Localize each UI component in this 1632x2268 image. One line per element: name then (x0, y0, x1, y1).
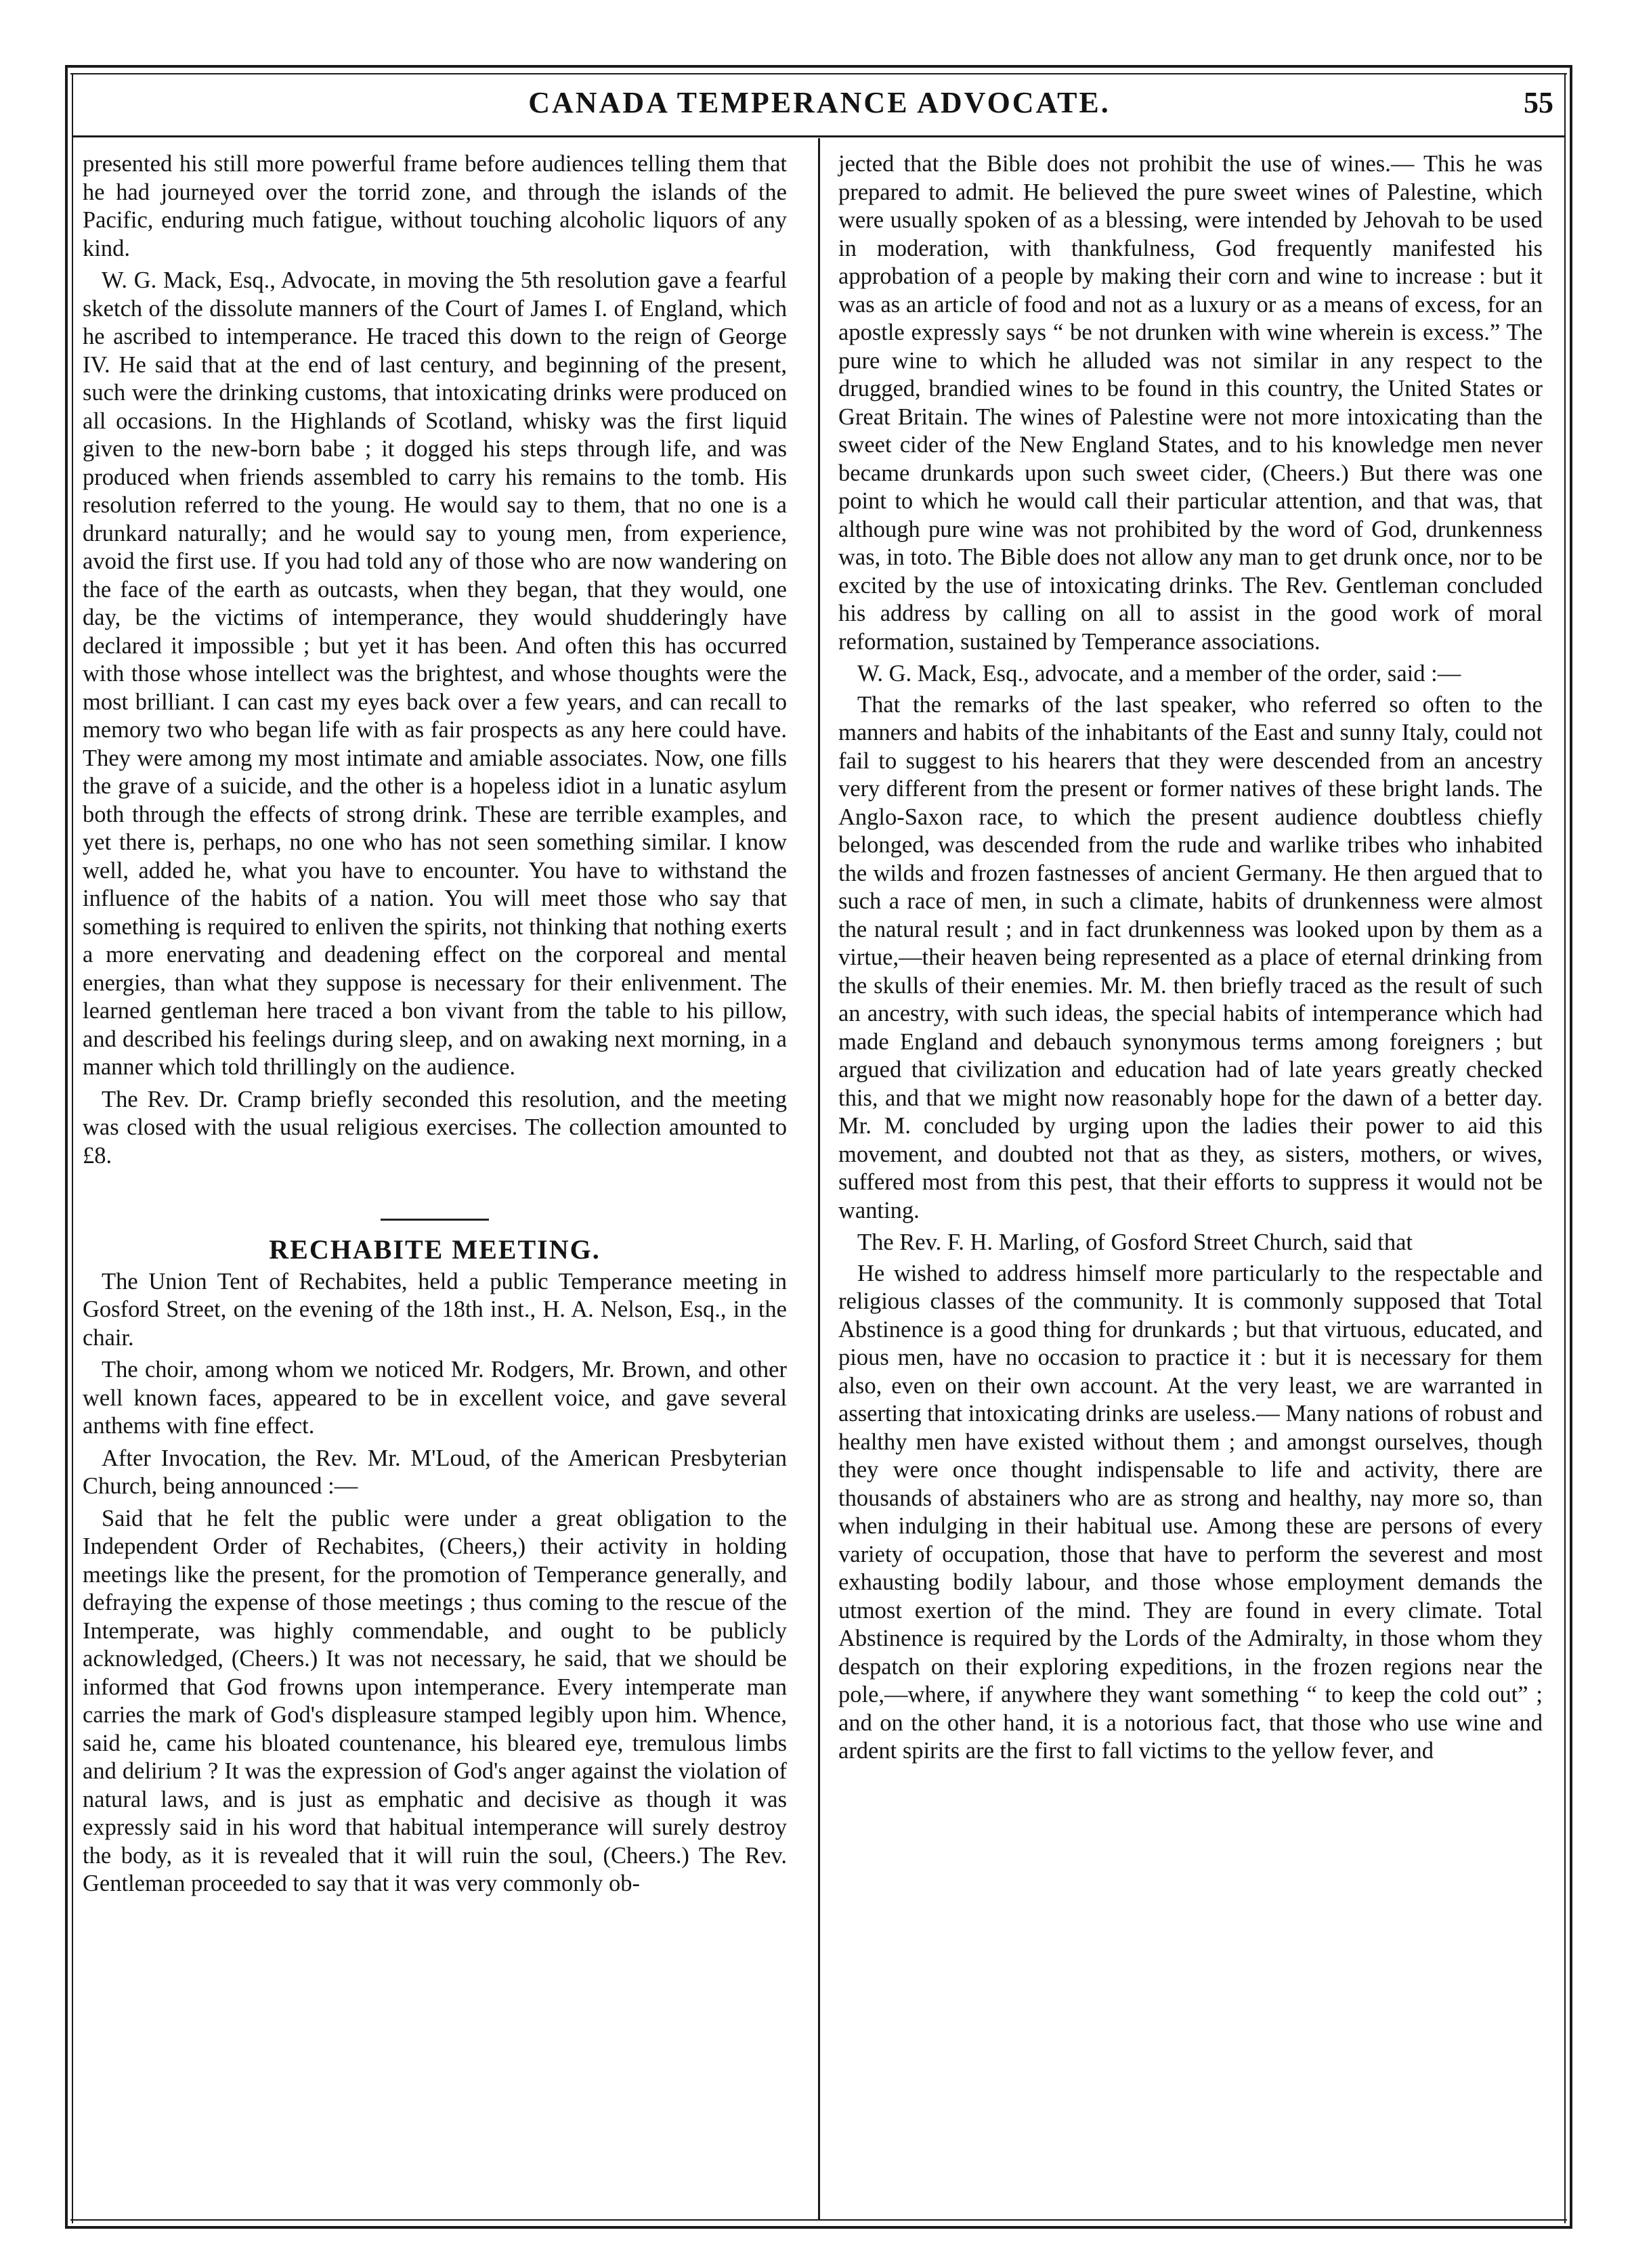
frame-top-inner-rule (70, 73, 1567, 74)
left-paragraph-choir: The choir, among whom we noticed Mr. Rodgers, Mr. Brown, and other well known faces, appeared to be in excellent voice, and gave several anthems with fine effect. (83, 1357, 787, 1439)
right-paragraph-mack-intro: W. G. Mack, Esq., advocate, and a member of the order, said :— (857, 661, 1461, 686)
header-rule (72, 135, 1566, 137)
left-column (83, 150, 787, 1898)
left-paragraph-cramp: The Rev. Dr. Cramp briefly seconded this resolution, and the meeting was closed with the usual religious exercises. The collection amounted to £8. (83, 1086, 787, 1169)
left-paragraph-invocation: After Invocation, the Rev. Mr. M'Loud, of the American Presbyterian Church, being announced :— (83, 1445, 787, 1499)
frame-right-inner-rule (1564, 73, 1566, 2223)
frame-left-inner-rule (72, 73, 73, 2223)
left-paragraph-union-tent: The Union Tent of Rechabites, held a public Temperance meeting in Gosford Street, on the evening of the 18th inst., H. A. Nelson, Esq., in the chair. (83, 1268, 787, 1351)
right-paragraph-marling-intro: The Rev. F. H. Marling, of Gosford Street Church, said that (857, 1229, 1413, 1255)
right-column (838, 150, 1543, 1766)
masthead-title: CANADA TEMPERANCE ADVOCATE. (528, 86, 1111, 119)
page-header (81, 81, 1558, 129)
right-paragraph-continued: jected that the Bible does not prohibit the use of wines.— This he was prepared to admit. He believed the pure sweet wines of Palestine, which were usually spoken of as a blessing, were intended by Jehovah to be used in moderation, with thankfulness, God frequently manifested his approbation of a people by making their corn and wine to increase : but it was as an article of food and not as a luxury or as a means of excess, for an apostle expressly says “ be not drunken with wine wherein is excess.” The pure wine to which he alluded was not similar in any respect to the drugged, brandied wines to be found in this country, the United States or Great Britain. The wines of Palestine were not more intoxicating than the sweet cider of the New England States, and to his knowledge men never became drunkards upon such sweet cider, (Cheers.) But there was one point to which he would call their particular attention, and that was, that although pure wine was not prohibited by the word of God, drunkenness was, in toto. The Bible does not allow any man to get drunk once, nor to be excited by the use of intoxicating drinks. The Rev. Gentleman concluded his address by calling on all to assist in the good work of moral reformation, sustained by Temperance associations. (838, 151, 1543, 655)
left-paragraph-mcloud-speech: Said that he felt the public were under a great obligation to the Independent Order of Rechabites, (Cheers,) their activity in holding meetings like the present, for the promotion of Temperance generally, and defraying the expense of those meetings ; thus coming to the rescue of the Intemperate, was highly commendable, and ought to be publicly acknowledged, (Cheers.) It was not necessary, he said, that we should be informed that God frowns upon intemperance. Every intemperate man carries the mark of God's displeasure stamped legibly upon him. Whence, said he, came his bloated countenance, his bleared eye, tremulous limbs and delirium ? It was the expression of God's anger against the violation of natural laws, and is just as emphatic and decisive as though it was expressly said in his word that habitual intemperance will surely destroy the body, as it is revealed that it will ruin the soul, (Cheers.) The Rev. Gentleman proceeded to say that it was very commonly ob- (83, 1505, 787, 1896)
left-paragraph-mack-speech: W. G. Mack, Esq., Advocate, in moving the 5th resolution gave a fearful sketch of the dissolute manners of the Court of James I. of England, which he ascribed to intemperance. He traced this down to the reign of George IV. He said that at the end of last century, and beginning of the present, such were the drinking customs, that intoxicating drinks were produced on all occasions. In the Highlands of Scotland, whisky was the first liquid given to the new-born babe ; it dogged his steps through life, and was produced when friends assembled to carry his remains to the tomb. His resolution referred to the young. He would say to them, that no one is a drunkard naturally; and he would say to young men, from experience, avoid the first use. If you had told any of those who are now wandering on the face of the earth as outcasts, when they began, that they would, one day, be the victims of intemperance, they would shudderingly have declared it impossible ; but yet it has been. And often this has occurred with those whose intellect was the brightest, and whose thoughts were the most brilliant. I can cast my eyes back over a few years, and can recall to memory two who began life with as fair prospects as any here could have. They were among my most intimate and amiable associates. Now, one fills the grave of a suicide, and the other is a hopeless idiot in a lunatic asylum both through the effects of strong drink. These are terrible examples, and yet there is, perhaps, no one who has not seen something similar. I know well, added he, what you have to encounter. You have to withstand the influence of the habits of a nation. You will meet those who say that something is required to enliven the spirits, not thinking that nothing exerts a more enervating and deadening effect on the corporeal and mental energies, than what they suppose is necessary for their enlivenment. The learned gentleman here traced a bon vivant from the table to his pillow, and described his feelings during sleep, and on awaking next morning, in a manner which told thrillingly on the audience. (83, 267, 787, 1080)
frame-top-rule (65, 65, 1572, 68)
right-paragraph-marling-speech: He wished to address himself more particularly to the respectable and religious classes of the community. It is commonly supposed that Total Abstinence is a good thing for drunkards ; but that virtuous, educated, and pious men, have no occasion to practice it : but it is necessary for them also, even on their own account. At the very least, we are warranted in asserting that intoxicating drinks are useless.— Many nations of robust and healthy men have existed without them ; and amongst ourselves, though they were once thought indispensable to life and activity, there are thousands of abstainers who are as strong and healthy, nay more so, than when indulging in their habitual use. Among these are persons of every variety of occupation, those that have to perform the severest and most exhausting bodily labour, and those whose employment demands the utmost exertion of the mind. They are found in every climate. Total Abstinence is required by the Lords of the Admiralty, in those whom they despatch on their exploring expeditions, in the frozen regions near the pole,—where, if anywhere they want something “ to keep the cold out” ; and on the other hand, it is a notorious fact, that those who use wine and ardent spirits are the first to fall victims to the yellow fever, and (838, 1260, 1543, 1764)
frame-left-rule (65, 65, 68, 2229)
section-heading-rechabite: RECHABITE MEETING. (269, 1234, 601, 1265)
frame-right-rule (1570, 65, 1572, 2229)
column-divider (818, 138, 820, 2221)
page-number: 55 (1524, 86, 1553, 119)
right-paragraph-mack-speech: That the remarks of the last speaker, who referred so often to the manners and habits of the inhabitants of the East and sunny Italy, could not fail to suggest to his hearers that they were descended from an ancestry very different from the present or former natives of these bright lands. The Anglo-Saxon race, to which the present audience doubtless chiefly belonged, was descended from the rude and warlike tribes who inhabited the wilds and frozen fastnesses of ancient Germany. He then argued that to such a race of men, in such a climate, habits of drunkenness were almost the natural result ; and in fact drunkenness was looked upon by them as a virtue,—their heaven being represented as a place of eternal drinking from the skulls of their enemies. Mr. M. then briefly traced as the result of such an ancestry, with such ideas, the special habits of intemperance which had made England and debauch synonymous terms among foreigners ; but argued that civilization and education had of late years greatly checked this, and that we might now reasonably hope for the dawn of a better day. Mr. M. concluded by urging upon the ladies their power to aid this movement, and doubted not that as they, as sisters, mothers, or wives, suffered most from this pest, that their efforts to suppress it would not be wanting. (838, 691, 1543, 1223)
left-paragraph-continued: presented his still more powerful frame before audiences telling them that he had journeyed over the torrid zone, and through the islands of the Pacific, enduring much fatigue, without touching alcoholic liquors of any kind. (83, 151, 787, 261)
frame-bottom-rule (65, 2226, 1572, 2229)
